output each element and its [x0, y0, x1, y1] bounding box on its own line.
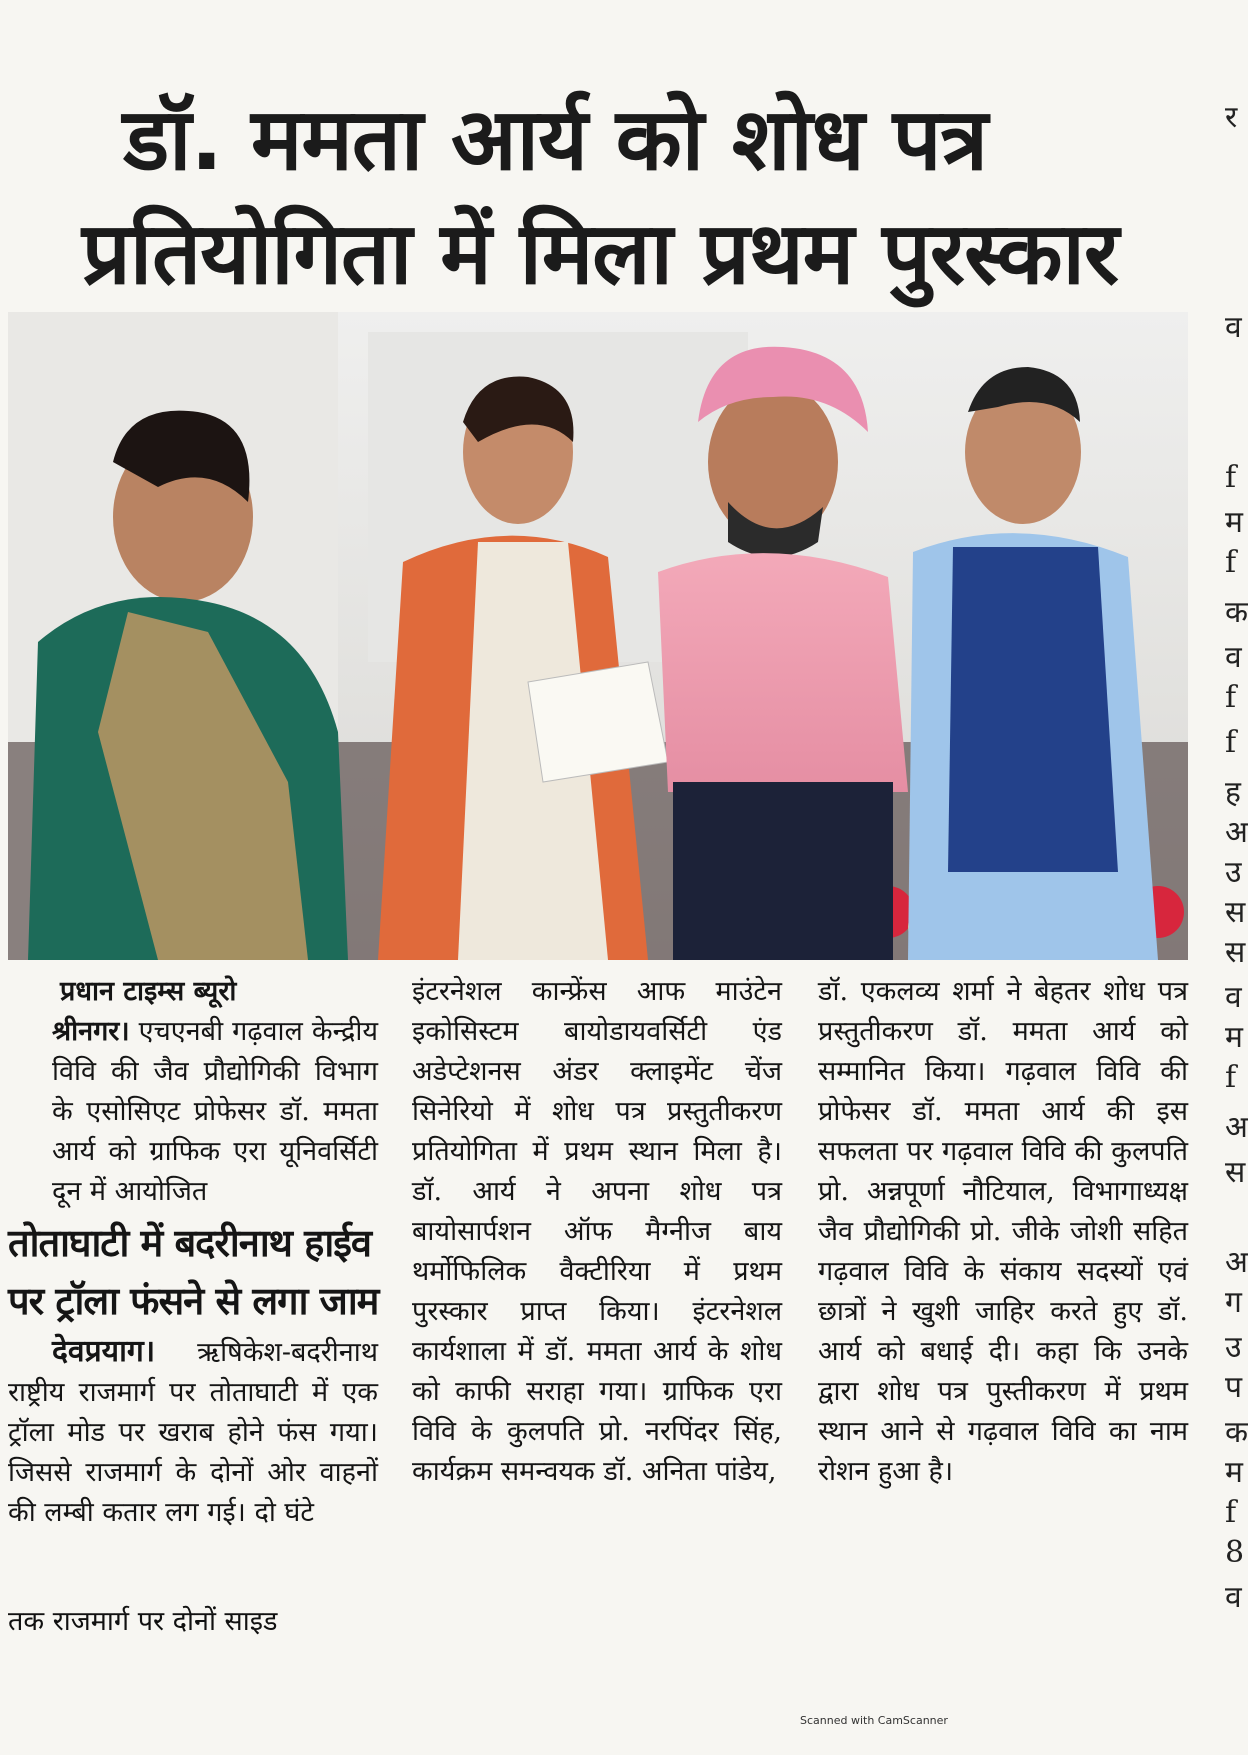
second-story-text: ऋषिकेश-बदरीनाथ राष्ट्रीय राजमार्ग पर तोताघाटी में एक ट्रॉला मोड पर खराब होने फंस गया। जिससे राजमार्ग के दोनों ओर वाहनों की लम्बी कतार लग गई। दो घंटे [8, 1337, 378, 1528]
headline-line-1: डॉ. ममता आर्य को शोध पत्र [123, 90, 987, 190]
photo-illustration [8, 312, 1188, 960]
article-column-2 [412, 972, 782, 1492]
award-ceremony-photo [8, 312, 1188, 960]
adjacent-column-edge: र व f म f क व f f ह अ उ स स व म f अ स अ ग उ प क म f 8 व [1225, 100, 1248, 1615]
second-story-headline-2: पर ट्रॉला फंसने से लगा जाम [8, 1279, 379, 1323]
second-story-dateline: देवप्रयाग। [52, 1334, 156, 1369]
second-story-headline-1: तोताघाटी में बदरीनाथ हाईव [8, 1221, 371, 1265]
article-dateline: श्रीनगर। [52, 1016, 130, 1047]
article-column-1 [8, 972, 378, 1533]
article-byline: प्रधान टाइम्स ब्यूरो [60, 976, 237, 1007]
scanner-watermark: Scanned with CamScanner [800, 1714, 948, 1727]
article-col1-text: एचएनबी गढ़वाल केन्द्रीय विवि की जैव प्रौद्योगिकी विभाग के एसोसिएट प्रोफेसर डॉ. ममता आर्य को ग्राफिक एरा यूनिवर्सिटी दून में आयोजित [52, 1016, 378, 1207]
article-col3-text: डॉ. एकलव्य शर्मा ने बेहतर शोध पत्र प्रस्तुतीकरण डॉ. ममता आर्य को सम्मानित किया। गढ़वाल विवि की प्रोफेसर डॉ. ममता आर्य की इस सफलता पर गढ़वाल विवि की कुलपति प्रो. अन्नपूर्णा नौटियाल, विभागाध्यक्ष जैव प्रौद्योगिकी प्रो. जीके जोशी सहित गढ़वाल विवि के संकाय सदस्यों एवं छात्रों ने खुशी जाहिर करते हुए डॉ. आर्य को बधाई दी। कहा कि उनके द्वारा शोध पत्र पुस्तीकरण में प्रथम स्थान आने से गढ़वाल विवि का नाम रोशन हुआ है। [818, 976, 1188, 1487]
article-col1-paragraph [8, 1012, 378, 1212]
headline-line-2: प्रतियोगिता में मिला प्रथम पुरस्कार [81, 204, 1119, 304]
article-column-3 [818, 972, 1188, 1492]
second-story-cut-line: तक राजमार्ग पर दोनों साइड [8, 1606, 278, 1637]
article-col2-text: इंटरनेशल कान्फ्रेंस आफ माउंटेन इकोसिस्टम बायोडायवर्सिटी एंड अडेप्टेशनस अंडर क्लाइमेंट चेंज सिनेरियो में शोध पत्र प्रस्तुतीकरण प्रतियोगिता में प्रथम स्थान मिला है। डॉ. आर्य ने अपना शोध पत्र बायोसार्पशन ऑफ मैग्नीज बाय थर्मोफिलिक वैक्टीरिया में प्रथम पुरस्कार प्राप्त किया। इंटरनेशल कार्यशाला में डॉ. ममता आर्य के शोध को काफी सराहा गया। ग्राफिक एरा विवि के कुलपति प्रो. नरपिंदर सिंह, कार्यक्रम समन्वयक डॉ. अनिता पांडेय, [412, 976, 782, 1487]
second-story-paragraph [8, 1332, 378, 1533]
